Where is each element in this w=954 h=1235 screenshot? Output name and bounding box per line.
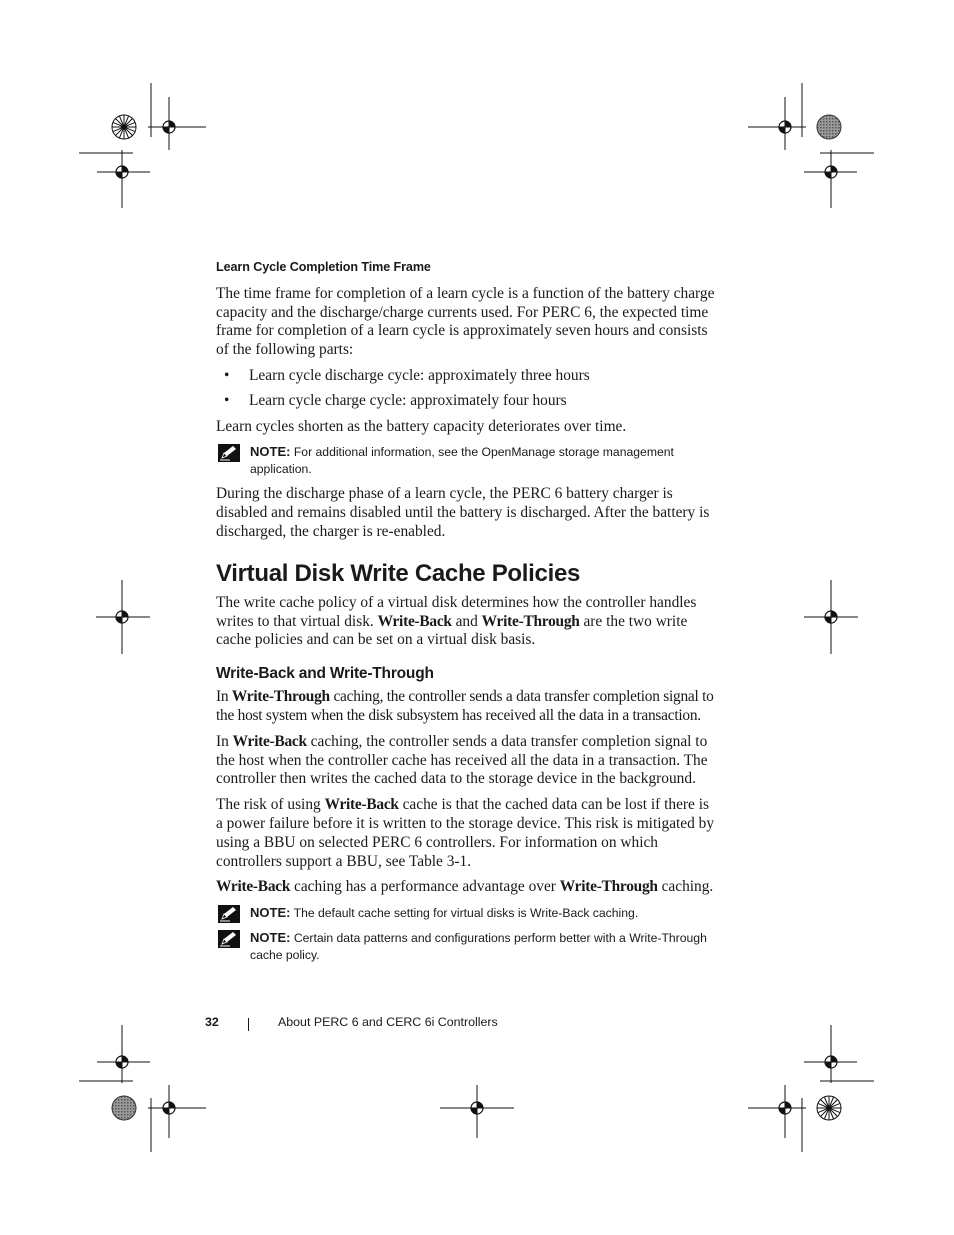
footer-divider — [248, 1018, 249, 1031]
term-write-through: Write-Through — [481, 612, 580, 630]
text-run: The risk of using — [216, 796, 325, 814]
write-back-through-heading: Write-Back and Write-Through — [216, 665, 434, 683]
write-through-paragraph — [216, 688, 716, 726]
term-write-through: Write-Through — [559, 878, 658, 896]
note-label: NOTE: — [250, 930, 291, 946]
list-item — [216, 367, 716, 386]
text-run: caching. — [657, 878, 714, 896]
list-item — [216, 392, 716, 411]
text-run: caching, the controller sends a data transfer completion signal to the host when the controller cache has received all the data in a transaction. The controller then writes the cached data to the storage device in the background. — [216, 732, 708, 788]
text-run: cache is that the cached data can be lost if there is a power failure before it is written to the storage device. This risk is mitigated by using a BBU on selected PERC 6 controllers. For information on which controllers support a BBU, see Table 3-1. — [216, 796, 715, 870]
note-text: Certain data patterns and configurations perform better with a — [290, 931, 630, 946]
list-item-text: Learn cycle charge cycle: approximately four hours — [249, 391, 567, 409]
learn-cycle-heading: Learn Cycle Completion Time Frame — [216, 260, 431, 274]
page-footer — [205, 1015, 725, 1035]
note-data-patterns — [216, 929, 716, 964]
note-text: For additional information, see the OpenManage storage management application. — [250, 445, 674, 477]
footer-chapter-title: About PERC 6 and CERC 6i Controllers — [278, 1015, 498, 1029]
text-run: caching has a performance advantage over — [290, 878, 560, 896]
text-run: and — [451, 612, 482, 630]
note-text: The default cache setting for virtual disks is — [290, 906, 531, 921]
text-run: are the two write cache policies and can be set on a virtual disk basis. — [216, 612, 688, 649]
note-text: cache policy. — [250, 948, 320, 963]
term-write-through: Write-Through — [231, 688, 330, 706]
note-label: NOTE: — [250, 444, 291, 460]
bullet-icon: • — [224, 366, 230, 384]
discharge-phase-paragraph: During the discharge phase of a learn cycle, the PERC 6 battery charger is disabled and remains disabled until the battery is discharged. After the battery is discharged, the charger is re-enabled. — [216, 485, 710, 540]
write-back-risk-paragraph — [216, 796, 716, 871]
term-write-back: Write-Back — [232, 732, 307, 750]
term-write-back: Write-Back — [324, 796, 399, 814]
note-text: caching. — [589, 906, 639, 921]
text-run: The write cache policy of a virtual disk determines how the controller handles writes to that virtual disk. — [216, 593, 697, 630]
term-write-through: Write-Through — [629, 931, 707, 946]
write-back-paragraph — [216, 733, 716, 789]
section-title: Virtual Disk Write Cache Policies — [216, 559, 581, 587]
term-write-back: Write-Back — [216, 878, 291, 896]
text-run: In — [216, 732, 233, 750]
bullet-icon: • — [224, 391, 230, 409]
note-label: NOTE: — [250, 905, 291, 921]
learn-cycle-paragraph: The time frame for completion of a learn cycle is a function of the battery charge capacity and the discharge/charge currents used. For PERC 6, the expected time frame for completion of a learn cycle is approximately seven hours and consists of the following parts: — [216, 284, 715, 359]
list-item-text: Learn cycle discharge cycle: approximately three hours — [249, 366, 590, 384]
learn-cycle-parts-list — [216, 367, 716, 411]
learn-cycle-shorten-paragraph: Learn cycles shorten as the battery capacity deteriorates over time. — [216, 417, 627, 435]
term-write-back: Write-Back — [377, 612, 452, 630]
note-pencil-icon — [218, 905, 240, 923]
page-body — [216, 258, 716, 971]
term-write-back: Write-Back — [530, 906, 590, 921]
text-run: In — [216, 688, 232, 706]
note-openmanage — [216, 443, 716, 478]
note-pencil-icon — [218, 930, 240, 948]
write-cache-intro-paragraph — [216, 594, 716, 650]
note-pencil-icon — [218, 444, 240, 462]
note-default-cache — [216, 904, 716, 922]
page-number: 32 — [205, 1015, 219, 1029]
text-run: caching, the controller sends a data transfer completion signal to the host system when the disk subsystem has received all the data in a transaction. — [216, 688, 714, 724]
performance-paragraph — [216, 878, 716, 897]
